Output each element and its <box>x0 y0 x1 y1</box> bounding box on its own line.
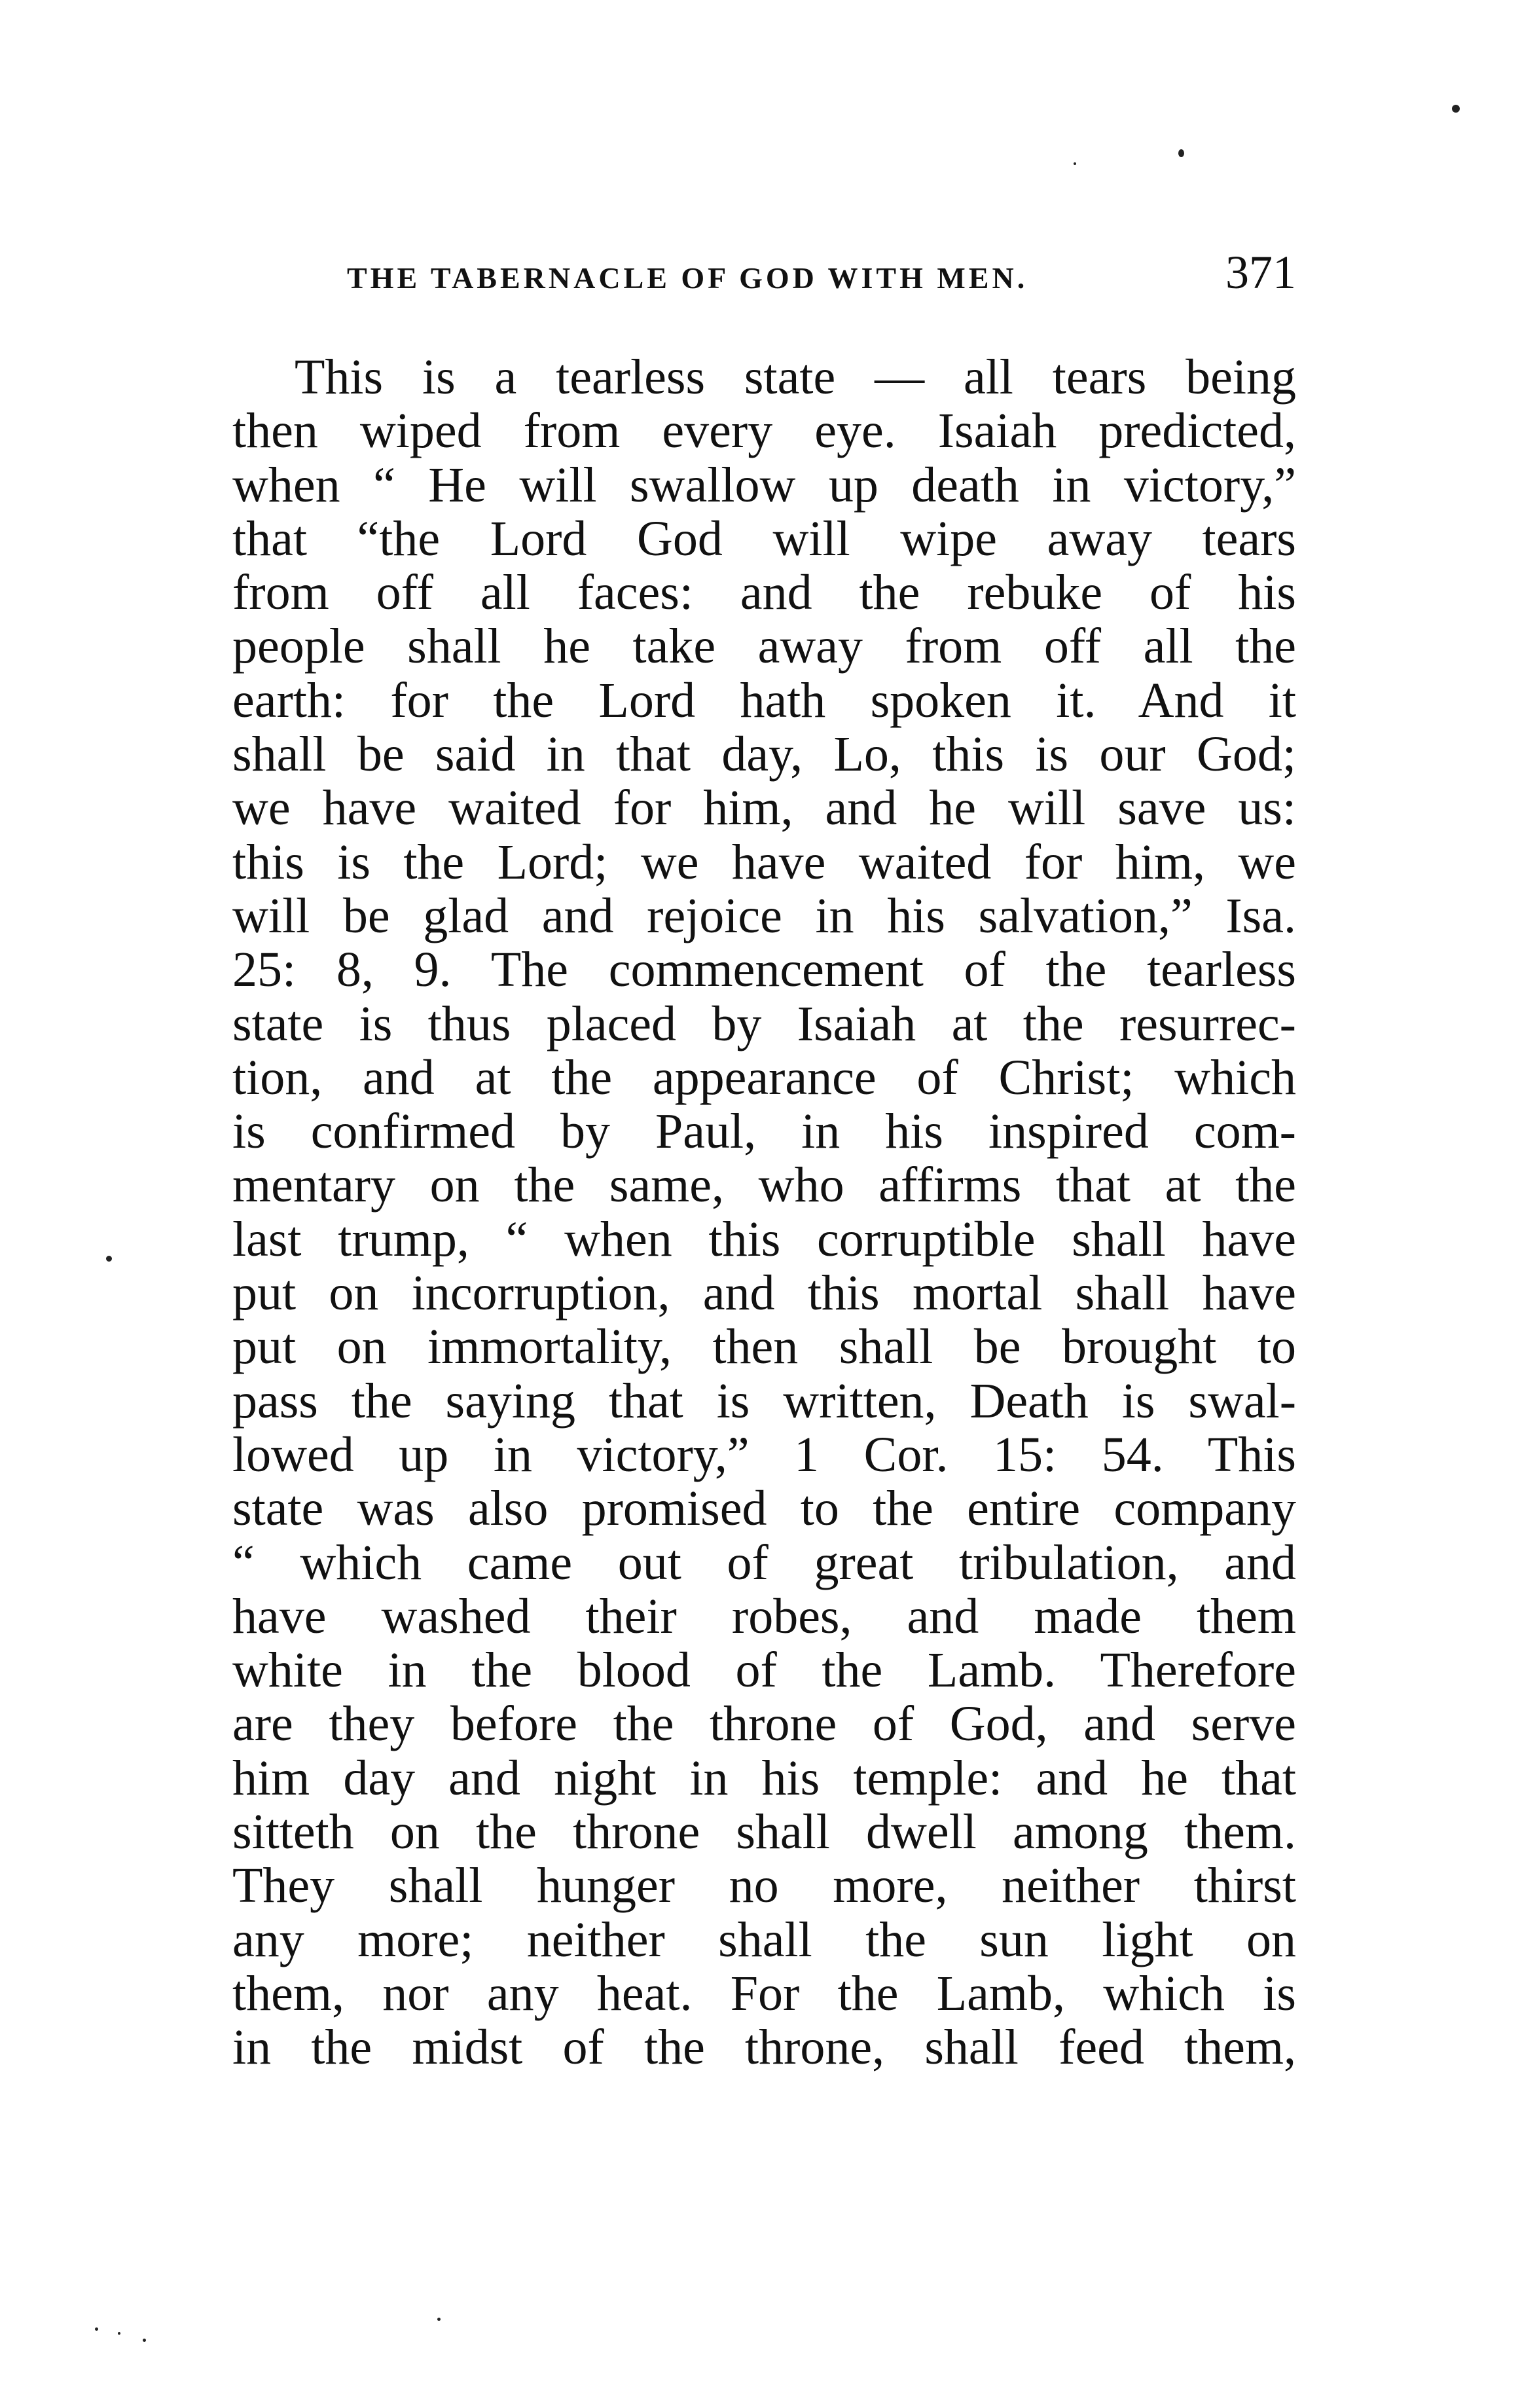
text-line: this is the Lord; we have waited for him, we <box>232 834 1296 890</box>
text-line: any more; neither shall the sun light on <box>232 1912 1296 1967</box>
text-line: will be glad and rejoice in his salvation,” Isa. <box>232 888 1296 943</box>
scan-speck <box>106 1256 112 1262</box>
running-head <box>347 246 1296 304</box>
scan-speck <box>1074 162 1076 165</box>
text-line: pass the saying that is written, Death is swal- <box>232 1373 1296 1429</box>
text-line: sitteth on the throne shall dwell among them. <box>232 1804 1296 1860</box>
scan-speck <box>1452 105 1460 113</box>
text-line: state was also promised to the entire company <box>232 1481 1296 1537</box>
text-line: have washed their robes, and made them <box>232 1588 1296 1644</box>
text-line: him day and night in his temple: and he that <box>232 1750 1296 1806</box>
scan-speck <box>1178 149 1184 157</box>
text-line: state is thus placed by Isaiah at the resurrec- <box>232 996 1296 1051</box>
text-line: in the midst of the throne, shall feed them, <box>232 2020 1296 2075</box>
text-line: people shall he take away from off all the <box>232 619 1296 674</box>
text-line: put on immortality, then shall be brought to <box>232 1319 1296 1375</box>
scan-speck <box>118 2332 120 2335</box>
text-line: They shall hunger no more, neither thirst <box>232 1858 1296 1914</box>
text-line: 25: 8, 9. The commencement of the tearless <box>232 942 1296 998</box>
scan-speck <box>143 2339 146 2342</box>
text-line: that “the Lord God will wipe away tears <box>232 511 1296 566</box>
text-line: mentary on the same, who affirms that at the <box>232 1158 1296 1213</box>
body-paragraph <box>232 350 1296 2075</box>
text-line: last trump, “ when this corruptible shall have <box>232 1211 1296 1267</box>
scan-speck <box>95 2327 98 2331</box>
running-title: THE TABERNACLE OF GOD WITH MEN. <box>347 261 1028 295</box>
text-line: lowed up in victory,” 1 Cor. 15: 54. This <box>232 1427 1296 1482</box>
text-line: This is a tearless state — all tears being <box>295 350 1296 405</box>
text-line: tion, and at the appearance of Christ; which <box>232 1049 1296 1105</box>
text-line: are they before the throne of God, and serve <box>232 1696 1296 1752</box>
text-line: then wiped from every eye. Isaiah predicted, <box>232 403 1296 459</box>
text-line: we have waited for him, and he will save us: <box>232 780 1296 836</box>
scan-speck <box>437 2318 441 2321</box>
text-line: shall be said in that day, Lo, this is our God; <box>232 727 1296 782</box>
text-line: white in the blood of the Lamb. Therefore <box>232 1643 1296 1698</box>
text-line: from off all faces: and the rebuke of his <box>232 565 1296 621</box>
text-line: them, nor any heat. For the Lamb, which is <box>232 1965 1296 2021</box>
text-line: “ which came out of great tribulation, and <box>232 1535 1296 1590</box>
text-line: put on incorruption, and this mortal shall have <box>232 1266 1296 1321</box>
text-line: when “ He will swallow up death in victory,” <box>232 457 1296 513</box>
text-line: earth: for the Lord hath spoken it. And it <box>232 672 1296 728</box>
text-line: is confirmed by Paul, in his inspired com- <box>232 1104 1296 1159</box>
page-number: 371 <box>1225 246 1296 299</box>
